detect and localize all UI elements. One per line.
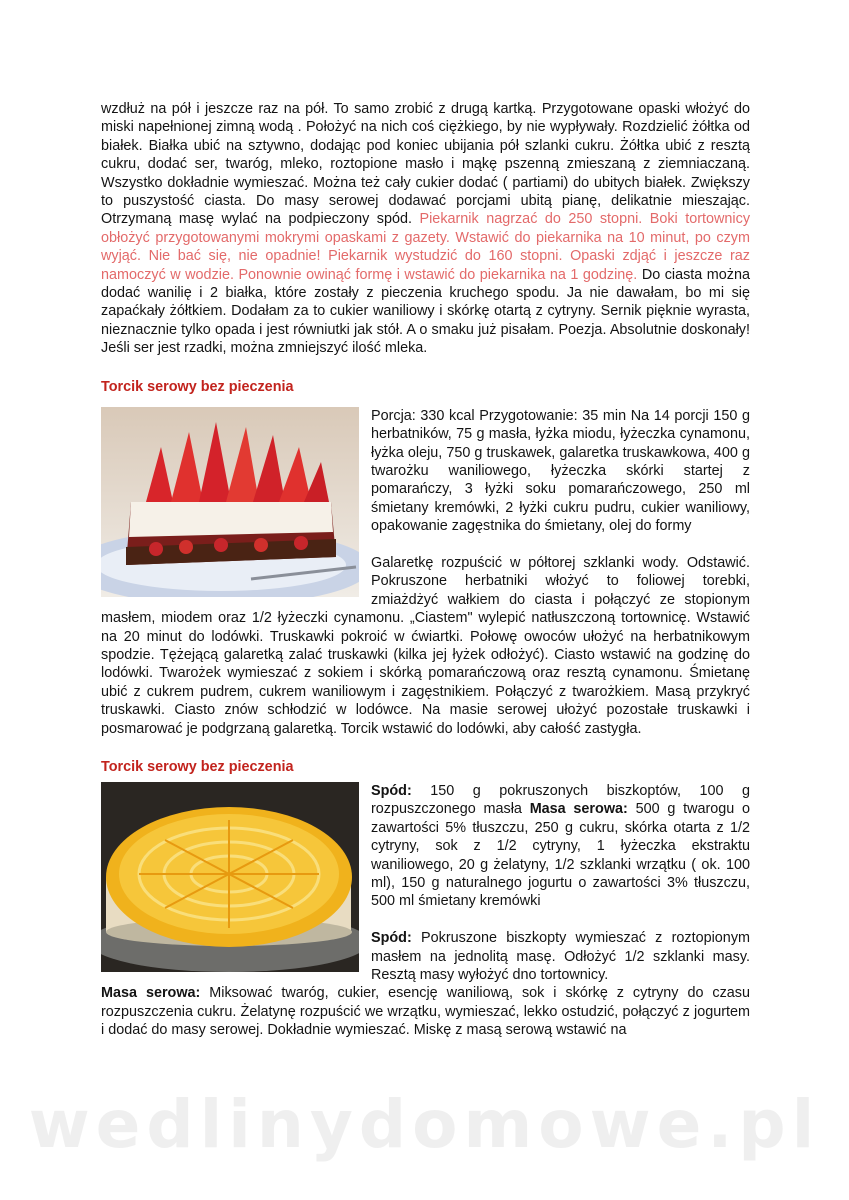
step-spod-label: Spód: xyxy=(371,930,412,947)
recipe1-ingredients: Porcja: 330 kcal Przygotowanie: 35 min Na 14 porcji 150 g herbatników, 75 g masła, łyżka miodu, łyżeczka cynamonu, łyżka oleju, 750 g truskawek, galaretka truskawkowa, 400 g twarożku waniliowego, łyżeczka skórki startej z pomarańczy, 3 łyżki soku pomarańczowego, 250 ml śmietany kremówki, 2 łyżki cukru pudru, cukier waniliowy, opakowanie zagęstnika do śmietany, olej do formy xyxy=(371,407,750,535)
recipe1-method: Galaretkę rozpuścić w półtorej szklanki wody. Odstawić. Pokruszone herbatniki włożyć to foliowej torebki, zmiażdżyć wałkiem do ciasta i połączyć ze stopionym masłem, miodem oraz 1/2 łyżeczki cynamonu. „Ciastem" wylepić natłuszczoną tortownicę. Wstawić na 20 minut do lodówki. Truskawki pokroić w ćwiartki. Połowę owoców ułożyć na herbatnikowym spodzie. Tężejącą galaretką zalać truskawki (kilka jej łyżek odłożyć). Ciasto wstawić na godzinę do lodówki. Twarożek wymieszać z sokiem i skórką pomarańczową oraz resztą cynamonu. Śmietanę ubić z cukrem pudrem, cukrem waniliowym i zagęstnikiem. Połączyć z twarożkiem. Masą przykryć truskawki. Ciasto znów schłodzić w lodówce. Na masie serowej ułożyć pozostałe truskawki i posmarować je podgrzaną galaretką. Torcik wstawić do lodówki, aby całość zastygła. xyxy=(101,554,750,737)
step-masa-label: Masa serowa: xyxy=(101,985,201,1002)
masa-label: Masa serowa: xyxy=(529,801,628,818)
masa-ingredients: 500 g twarogu o zawartości 5% tłuszczu, 250 g cukru, skórka otarta z 1/2 cytryny, sok z 1/2 cytryny, 1 łyżeczka ekstraktu waniliowego, 20 g żelatyny, 1/2 szklanki wrzątku ( ok. 100 ml), 150 g naturalnego jogurtu o zawartości 3% tłuszczu, 500 ml śmietany kremówki xyxy=(371,801,751,910)
intro-text-b: Do ciasta można dodać wanilię i 2 białka, które zostały z pieczenia kruchego spodu. Ja nie dawałam, bo mi się zapaćkały żółtkiem. Dodałam za to cukier waniliowy i skórkę otartą z cytryny. Sernik pięknie wyrasta, nieznacznie tylko opada i jest równiutki jak stół. A o smaku już pisałam. Poezja. Absolutnie doskonały! Jeśli ser jest rzadki, można zmniejszyć ilość mleka. xyxy=(101,266,750,357)
step-spod-text: Pokruszone biszkopty wymieszać z roztopionym masłem na jednolitą masę. Odłożyć 1/2 szklanki masy. Resztą masy wyłożyć dno tortownicy. xyxy=(371,930,750,984)
watermark: wedlinydomowe.pl xyxy=(28,1086,821,1163)
spod-ingredients: 150 g pokruszonych biszkoptów, 100 g rozpuszczonego masła xyxy=(371,782,751,818)
document-page xyxy=(101,100,750,1040)
intro-text-red: Piekarnik nagrzać do 250 stopni. Boki tortownicy obłożyć przygotowanymi mokrymi opaskami z gazety. Wstawić do piekarnika na 10 minut, po czym wyjąć. Nie bać się, nie opadnie! Piekarnik wystudzić do 160 stopni. Opaski zdjąć i jeszcze raz namoczyć w wodzie. Ponownie owinąć formę i wstawić do piekarnika na 1 godzinę. xyxy=(101,211,751,283)
strawberry-cake-image xyxy=(101,407,359,602)
peach-cheesecake-image xyxy=(101,782,359,977)
recipe2-step-masa xyxy=(101,984,750,1039)
recipe2-title: Torcik serowy bez pieczenia xyxy=(101,758,294,775)
recipe1-title: Torcik serowy bez pieczenia xyxy=(101,378,294,395)
intro-paragraph xyxy=(101,100,750,358)
intro-text-a: wzdłuż na pół i jeszcze raz na pół. To samo zrobić z drugą kartką. Przygotowane opaski włożyć do miski napełnionej zimną wodą . Położyć na nich coś ciężkiego, by nie wypływały. Rozdzielić żółtka od białek. Białka ubić na sztywno, dodając pod koniec ubijania pół szlanki cukru. Żółtka ubić z resztą cukru, dodać ser, twaróg, mleko, roztopione masło i mąkę pszenną zmieszaną z ziemniaczaną. Wszystko dokładnie wymieszać. Można też cały cukier dodać ( partiami) do ubitych białek. Zwiększy to puszystość ciasta. Do masy serowej dodawać porcjami ubitą pianę, delikatnie mieszając. Otrzymaną masę wylać na podpieczony spód. xyxy=(101,101,750,228)
spod-label: Spód: xyxy=(371,782,412,799)
step-masa-text: Miksować twaróg, cukier, esencję waniliową, sok i skórkę z cytryny do czasu rozpuszczenia cukru. Żelatynę rozpuścić we wrzątku, wymieszać, lekko ostudzić, połączyć z jogurtem i dodać do masy serowej. Dokładnie wymieszać. Miskę z masą serową wstawić na xyxy=(101,985,750,1039)
